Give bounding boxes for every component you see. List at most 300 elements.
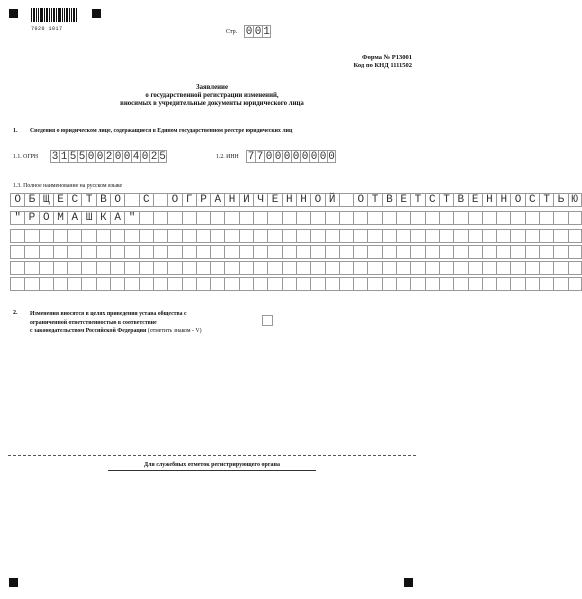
full-name-char-cell[interactable] [496,211,510,225]
section-2-line: Изменения вносятся в целях приведения устава общества с [30,311,187,317]
full-name-char-cell[interactable] [210,211,224,225]
full-name-char-cell[interactable]: В [453,193,467,207]
full-name-char-cell[interactable] [453,277,467,291]
full-name-char-cell[interactable] [468,245,482,259]
inn-cells[interactable] [246,150,336,163]
full-name-char-cell[interactable] [96,277,110,291]
ogrn-label: 1.1. ОГРН [13,154,39,160]
full-name-char-cell[interactable] [510,277,524,291]
page-digit[interactable]: 1 [263,26,270,38]
full-name-char-cell[interactable]: К [96,211,110,225]
full-name-char-cell[interactable] [182,211,196,225]
full-name-char-cell[interactable] [496,277,510,291]
full-name-char-cell[interactable] [167,229,181,243]
full-name-char-cell[interactable]: О [39,211,53,225]
full-name-char-cell[interactable]: В [382,193,396,207]
barcode-bar [76,8,77,22]
full-name-char-cell[interactable] [325,261,339,275]
full-name-char-cell[interactable]: Т [439,193,453,207]
full-name-char-cell[interactable] [253,277,267,291]
full-name-char-cell[interactable] [482,277,496,291]
ogrn-digit[interactable]: 5 [69,151,77,163]
section-2-line: с законодательством Российской Федерации [30,328,147,334]
inn-digit[interactable]: 7 [247,151,255,163]
full-name-char-cell[interactable] [282,277,296,291]
full-name-char-cell[interactable] [296,277,310,291]
ogrn-digit[interactable]: 0 [87,151,95,163]
full-name-char-cell[interactable] [382,245,396,259]
full-name-char-cell[interactable]: " [124,211,138,225]
ogrn-digit[interactable]: 1 [60,151,68,163]
full-name-char-cell[interactable] [153,277,167,291]
full-name-char-cell[interactable] [81,245,95,259]
full-name-char-cell[interactable] [325,211,339,225]
full-name-char-cell[interactable] [167,277,181,291]
full-name-char-cell[interactable] [539,277,553,291]
full-name-char-cell[interactable]: Н [224,193,238,207]
full-name-char-cell[interactable]: Ш [81,211,95,225]
full-name-char-cell[interactable] [267,229,281,243]
full-name-char-cell[interactable] [453,229,467,243]
ogrn-cells[interactable] [50,150,167,163]
section-2-line: ограниченной ответственностью в соответствие [30,319,157,326]
full-name-char-cell[interactable] [10,277,24,291]
full-name-char-cell[interactable] [196,229,210,243]
full-name-char-cell[interactable] [353,245,367,259]
full-name-char-cell[interactable] [224,211,238,225]
full-name-char-cell[interactable] [396,211,410,225]
full-name-char-cell[interactable]: Т [367,193,381,207]
full-name-char-cell[interactable]: Й [325,193,339,207]
full-name-char-cell[interactable] [282,245,296,259]
ogrn-digit[interactable]: 0 [123,151,131,163]
full-name-char-cell[interactable] [325,229,339,243]
full-name-char-cell[interactable] [339,229,353,243]
full-name-char-cell[interactable] [468,261,482,275]
full-name-char-cell[interactable]: Е [468,193,482,207]
full-name-char-cell[interactable] [310,277,324,291]
full-name-char-cell[interactable] [210,261,224,275]
title-line: вносимых в учредительные документы юридического лица [120,100,304,107]
full-name-char-cell[interactable] [10,261,24,275]
full-name-char-cell[interactable] [525,261,539,275]
full-name-char-cell[interactable] [496,229,510,243]
full-name-char-cell[interactable]: Н [496,193,510,207]
full-name-char-cell[interactable] [81,277,95,291]
inn-digit[interactable]: 0 [328,151,335,163]
full-name-char-cell[interactable] [425,245,439,259]
cut-line [8,455,416,456]
full-name-char-cell[interactable] [453,245,467,259]
barcode-bar [66,8,68,22]
full-name-char-cell[interactable]: С [425,193,439,207]
full-name-char-cell[interactable] [439,229,453,243]
full-name-char-cell[interactable] [339,245,353,259]
full-name-char-cell[interactable] [110,245,124,259]
full-name-char-cell[interactable]: Ю [568,193,582,207]
full-name-char-cell[interactable] [396,245,410,259]
full-name-char-cell[interactable] [310,211,324,225]
full-name-char-cell[interactable] [39,261,53,275]
full-name-char-cell[interactable] [425,211,439,225]
full-name-char-cell[interactable] [224,245,238,259]
full-name-char-cell[interactable]: Р [24,211,38,225]
full-name-char-cell[interactable] [367,277,381,291]
full-name-char-cell[interactable] [53,245,67,259]
barcode-bar [51,8,52,22]
full-name-char-cell[interactable] [310,245,324,259]
full-name-char-cell[interactable] [124,193,138,207]
inn-digit[interactable]: 0 [265,151,273,163]
full-name-char-cell[interactable] [139,277,153,291]
full-name-char-cell[interactable] [81,261,95,275]
corner-marker-bottom-left [9,578,18,587]
full-name-char-cell[interactable]: С [525,193,539,207]
full-name-char-cell[interactable]: В [96,193,110,207]
barcode-bar [49,8,50,22]
full-name-char-cell[interactable] [553,261,567,275]
full-name-char-cell[interactable]: Е [396,193,410,207]
full-name-char-cell[interactable] [568,277,582,291]
full-name-char-cell[interactable] [67,277,81,291]
barcode-bar [73,8,75,22]
full-name-char-cell[interactable] [553,277,567,291]
full-name-char-cell[interactable] [482,261,496,275]
full-name-char-cell[interactable]: Б [24,193,38,207]
full-name-char-cell[interactable] [468,277,482,291]
full-name-char-cell[interactable] [239,229,253,243]
full-name-char-cell[interactable] [282,229,296,243]
full-name-char-cell[interactable]: О [310,193,324,207]
full-name-char-cell[interactable] [196,245,210,259]
ogrn-digit[interactable]: 0 [96,151,104,163]
inn-digit[interactable]: 0 [283,151,291,163]
inn-digit[interactable]: 0 [274,151,282,163]
full-name-char-cell[interactable] [539,245,553,259]
full-name-char-cell[interactable]: " [10,211,24,225]
full-name-char-cell[interactable] [382,211,396,225]
full-name-char-cell[interactable] [568,211,582,225]
full-name-char-cell[interactable] [496,245,510,259]
full-name-char-cell[interactable]: Н [482,193,496,207]
full-name-char-cell[interactable] [210,229,224,243]
full-name-char-cell[interactable] [339,277,353,291]
full-name-char-cell[interactable] [282,211,296,225]
full-name-char-cell[interactable] [425,229,439,243]
full-name-char-cell[interactable] [24,229,38,243]
full-name-char-cell[interactable] [39,229,53,243]
full-name-char-cell[interactable]: Н [296,193,310,207]
barcode-bar [58,8,61,22]
ogrn-digit[interactable]: 5 [78,151,86,163]
full-name-char-cell[interactable]: Е [267,193,281,207]
full-name-char-cell[interactable] [39,277,53,291]
page-number-cells[interactable] [244,25,271,38]
full-name-char-cell[interactable] [124,229,138,243]
full-name-char-cell[interactable] [53,261,67,275]
full-name-row[interactable] [10,229,582,243]
full-name-char-cell[interactable] [353,277,367,291]
full-name-char-cell[interactable] [553,245,567,259]
full-name-char-cell[interactable] [110,261,124,275]
full-name-char-cell[interactable] [182,261,196,275]
full-name-char-cell[interactable] [253,245,267,259]
barcode-bar [40,8,43,22]
full-name-char-cell[interactable] [239,277,253,291]
full-name-char-cell[interactable] [153,193,167,207]
full-name-char-cell[interactable] [153,261,167,275]
full-name-char-cell[interactable] [510,211,524,225]
full-name-char-cell[interactable] [482,229,496,243]
full-name-row[interactable] [10,245,582,259]
full-name-char-cell[interactable]: Т [539,193,553,207]
full-name-char-cell[interactable]: Ч [253,193,267,207]
full-name-char-cell[interactable] [482,211,496,225]
full-name-char-cell[interactable] [396,229,410,243]
full-name-char-cell[interactable] [510,245,524,259]
full-name-char-cell[interactable] [339,211,353,225]
full-name-row[interactable] [10,277,582,291]
full-name-char-cell[interactable]: С [67,193,81,207]
full-name-char-cell[interactable] [310,229,324,243]
full-name-char-cell[interactable] [439,245,453,259]
full-name-char-cell[interactable] [110,229,124,243]
ogrn-digit[interactable]: 0 [141,151,149,163]
full-name-char-cell[interactable] [353,229,367,243]
full-name-char-cell[interactable] [396,277,410,291]
full-name-char-cell[interactable] [339,193,353,207]
full-name-char-cell[interactable]: Т [410,193,424,207]
full-name-char-cell[interactable] [367,261,381,275]
full-name-char-cell[interactable] [339,261,353,275]
full-name-char-cell[interactable] [325,245,339,259]
full-name-char-cell[interactable]: Т [81,193,95,207]
full-name-char-cell[interactable]: С [139,193,153,207]
section-2-checkbox[interactable] [262,315,273,326]
full-name-char-cell[interactable] [239,261,253,275]
full-name-char-cell[interactable] [296,229,310,243]
full-name-char-cell[interactable] [253,229,267,243]
barcode-bar [36,8,37,22]
full-name-row[interactable] [10,211,582,225]
full-name-char-cell[interactable] [267,211,281,225]
full-name-char-cell[interactable] [96,229,110,243]
full-name-char-cell[interactable] [439,211,453,225]
document-title [60,84,364,108]
full-name-char-cell[interactable] [153,245,167,259]
full-name-char-cell[interactable] [139,211,153,225]
inn-digit[interactable]: 0 [301,151,309,163]
full-name-char-cell[interactable] [439,261,453,275]
full-name-char-cell[interactable]: И [239,193,253,207]
full-name-char-cell[interactable] [267,277,281,291]
full-name-char-cell[interactable] [410,229,424,243]
full-name-char-cell[interactable] [267,261,281,275]
full-name-char-cell[interactable] [496,261,510,275]
full-name-char-cell[interactable] [382,277,396,291]
full-name-char-cell[interactable] [139,229,153,243]
ogrn-digit[interactable]: 2 [150,151,158,163]
full-name-char-cell[interactable] [253,211,267,225]
full-name-char-cell[interactable] [525,211,539,225]
ogrn-digit[interactable]: 3 [51,151,59,163]
full-name-char-cell[interactable] [296,245,310,259]
full-name-char-cell[interactable] [510,229,524,243]
full-name-char-cell[interactable] [96,245,110,259]
full-name-char-cell[interactable] [553,211,567,225]
page-label: Стр. [226,29,238,35]
full-name-char-cell[interactable] [182,229,196,243]
full-name-char-cell[interactable] [410,211,424,225]
full-name-char-cell[interactable] [24,245,38,259]
full-name-char-cell[interactable] [568,229,582,243]
full-name-char-cell[interactable] [167,245,181,259]
barcode-bar [62,8,63,22]
full-name-char-cell[interactable] [367,229,381,243]
full-name-char-cell[interactable]: Н [282,193,296,207]
full-name-char-cell[interactable]: Щ [39,193,53,207]
full-name-char-cell[interactable] [124,245,138,259]
full-name-char-cell[interactable]: Р [196,193,210,207]
full-name-char-cell[interactable] [568,245,582,259]
ogrn-digit[interactable]: 5 [159,151,166,163]
full-name-char-cell[interactable] [539,261,553,275]
inn-digit[interactable]: 0 [310,151,318,163]
full-name-char-cell[interactable] [96,261,110,275]
full-name-char-cell[interactable] [425,277,439,291]
full-name-char-cell[interactable] [353,261,367,275]
full-name-char-cell[interactable] [39,245,53,259]
full-name-char-cell[interactable] [267,245,281,259]
section-2-number: 2. [13,310,18,316]
full-name-char-cell[interactable] [525,229,539,243]
full-name-char-cell[interactable] [253,261,267,275]
full-name-char-cell[interactable] [81,229,95,243]
full-name-char-cell[interactable] [410,245,424,259]
full-name-char-cell[interactable] [396,261,410,275]
barcode-bar [69,8,70,22]
full-name-char-cell[interactable] [10,245,24,259]
full-name-char-cell[interactable] [310,261,324,275]
full-name-char-cell[interactable] [182,245,196,259]
full-name-char-cell[interactable] [24,261,38,275]
full-name-char-cell[interactable] [296,261,310,275]
full-name-char-cell[interactable] [539,211,553,225]
full-name-char-cell[interactable] [425,261,439,275]
full-name-char-cell[interactable] [410,261,424,275]
full-name-char-cell[interactable] [525,245,539,259]
full-name-char-cell[interactable] [124,261,138,275]
ogrn-digit[interactable]: 2 [105,151,113,163]
full-name-char-cell[interactable] [239,211,253,225]
full-name-char-cell[interactable] [53,277,67,291]
full-name-char-cell[interactable] [282,261,296,275]
full-name-char-cell[interactable]: М [53,211,67,225]
page-digit[interactable]: 0 [245,26,253,38]
full-name-char-cell[interactable] [410,277,424,291]
full-name-char-cell[interactable] [568,261,582,275]
full-name-char-cell[interactable] [24,277,38,291]
inn-digit[interactable]: 0 [292,151,300,163]
full-name-char-cell[interactable]: А [210,193,224,207]
service-caption: Для служебных отметок регистрирующего органа [143,462,281,468]
full-name-char-cell[interactable] [239,245,253,259]
full-name-char-cell[interactable] [110,277,124,291]
full-name-char-cell[interactable] [153,229,167,243]
full-name-char-cell[interactable] [210,277,224,291]
full-name-char-cell[interactable] [53,229,67,243]
full-name-char-cell[interactable] [367,245,381,259]
full-name-char-cell[interactable] [196,277,210,291]
full-name-char-cell[interactable] [182,277,196,291]
page-digit[interactable]: 0 [254,26,262,38]
full-name-char-cell[interactable] [382,261,396,275]
full-name-char-cell[interactable] [67,261,81,275]
full-name-char-cell[interactable]: О [510,193,524,207]
full-name-char-cell[interactable] [525,277,539,291]
full-name-char-cell[interactable]: Е [53,193,67,207]
full-name-char-cell[interactable] [325,277,339,291]
full-name-char-cell[interactable] [224,229,238,243]
full-name-char-cell[interactable] [139,245,153,259]
full-name-char-cell[interactable] [67,229,81,243]
full-name-char-cell[interactable] [468,229,482,243]
full-name-char-cell[interactable] [167,261,181,275]
full-name-char-cell[interactable] [296,211,310,225]
ogrn-digit[interactable]: 0 [114,151,122,163]
full-name-char-cell[interactable] [196,211,210,225]
full-name-row[interactable] [10,193,582,207]
ogrn-digit[interactable]: 4 [132,151,140,163]
full-name-char-cell[interactable] [367,211,381,225]
full-name-char-cell[interactable]: Ь [553,193,567,207]
full-name-char-cell[interactable] [124,277,138,291]
full-name-char-cell[interactable] [482,245,496,259]
full-name-char-cell[interactable] [210,245,224,259]
full-name-char-cell[interactable]: А [110,211,124,225]
full-name-char-cell[interactable] [553,229,567,243]
full-name-char-cell[interactable] [539,229,553,243]
full-name-row[interactable] [10,261,582,275]
full-name-char-cell[interactable] [353,211,367,225]
full-name-char-cell[interactable] [224,261,238,275]
full-name-char-cell[interactable] [510,261,524,275]
full-name-char-cell[interactable] [382,229,396,243]
full-name-char-cell[interactable]: О [110,193,124,207]
inn-digit[interactable]: 7 [256,151,264,163]
barcode-bar [38,8,39,22]
full-name-char-cell[interactable] [10,229,24,243]
full-name-char-cell[interactable]: О [353,193,367,207]
full-name-char-cell[interactable] [453,211,467,225]
full-name-char-cell[interactable] [468,211,482,225]
corner-marker-top-right [92,9,101,18]
full-name-char-cell[interactable] [167,211,181,225]
full-name-char-cell[interactable] [67,245,81,259]
full-name-char-cell[interactable]: Г [182,193,196,207]
barcode-bar [31,8,32,22]
full-name-char-cell[interactable] [139,261,153,275]
full-name-char-cell[interactable]: А [67,211,81,225]
full-name-char-cell[interactable] [224,277,238,291]
full-name-char-cell[interactable]: О [167,193,181,207]
full-name-char-cell[interactable] [153,211,167,225]
inn-digit[interactable]: 0 [319,151,327,163]
full-name-char-cell[interactable] [439,277,453,291]
full-name-char-cell[interactable] [453,261,467,275]
full-name-char-cell[interactable]: О [10,193,24,207]
full-name-char-cell[interactable] [196,261,210,275]
